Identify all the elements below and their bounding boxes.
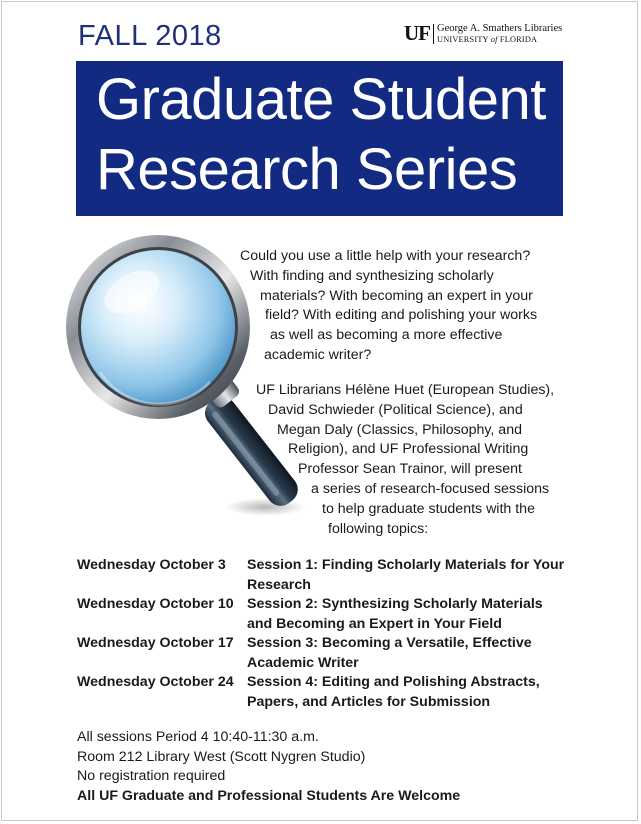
logo-line-1: George A. Smathers Libraries	[437, 23, 563, 34]
logo-text	[437, 23, 562, 45]
intro-line: a series of research-focused sessions	[311, 480, 550, 497]
welcome-note: All UF Graduate and Professional Students Are Welcome	[77, 787, 461, 804]
session-date: Wednesday October 17	[77, 635, 234, 651]
intro-line: following topics:	[328, 520, 429, 537]
intro-line: With finding and synthesizing scholarly	[250, 267, 494, 284]
intro-line: as well as becoming a more effective	[270, 327, 503, 344]
session-title: Session 3: Becoming a Versatile, Effective Academic Writer	[247, 635, 532, 671]
page-title	[96, 65, 546, 205]
session-schedule	[77, 556, 577, 712]
session-row	[77, 673, 577, 712]
session-title: Session 4: Editing and Polishing Abstracts, Papers, and Articles for Submission	[247, 674, 540, 710]
title-line-2: Research Series	[96, 137, 518, 202]
registration-note: No registration required	[77, 768, 226, 784]
intro-line: Could you use a little help with your research?	[240, 248, 531, 264]
session-date: Wednesday October 24	[77, 674, 234, 690]
intro-paragraph-2	[256, 381, 554, 539]
intro-line: materials? With becoming an expert in your	[260, 287, 533, 304]
intro-line: Professor Sean Trainor, will present	[298, 461, 522, 478]
intro-line: Religion), and UF Professional Writing	[288, 441, 529, 458]
term-label: FALL 2018	[78, 20, 222, 52]
intro-line: to help graduate students with the	[322, 500, 535, 517]
session-date: Wednesday October 3	[77, 557, 226, 573]
intro-line: David Schwieder (Political Science), and	[268, 401, 523, 418]
intro-line: UF Librarians Hélène Huet (European Studies),	[256, 382, 555, 398]
session-time: All sessions Period 4 10:40-11:30 a.m.	[77, 729, 319, 745]
intro-line: field? With editing and polishing your works	[265, 307, 538, 324]
session-row	[77, 634, 577, 673]
title-line-1: Graduate Student	[96, 67, 546, 132]
intro-line: academic writer?	[264, 346, 372, 363]
library-logo	[404, 22, 562, 45]
logo-line-2: UNIVERSITY of FLORIDA	[437, 35, 538, 44]
session-title: Session 1: Finding Scholarly Materials for Your Research	[247, 557, 565, 593]
intro-line: Megan Daly (Classics, Philosophy, and	[277, 421, 522, 438]
session-row	[77, 556, 577, 595]
session-date: Wednesday October 10	[77, 596, 234, 612]
uf-logo-mark: UF	[404, 21, 430, 45]
title-banner	[76, 61, 563, 216]
event-details	[77, 728, 460, 806]
session-room: Room 212 Library West (Scott Nygren Studio)	[77, 748, 366, 765]
intro-paragraph-1	[240, 247, 537, 366]
session-row	[77, 595, 577, 634]
logo-divider	[433, 24, 434, 44]
session-title: Session 2: Synthesizing Scholarly Materials and Becoming an Expert in Your Field	[247, 596, 543, 632]
